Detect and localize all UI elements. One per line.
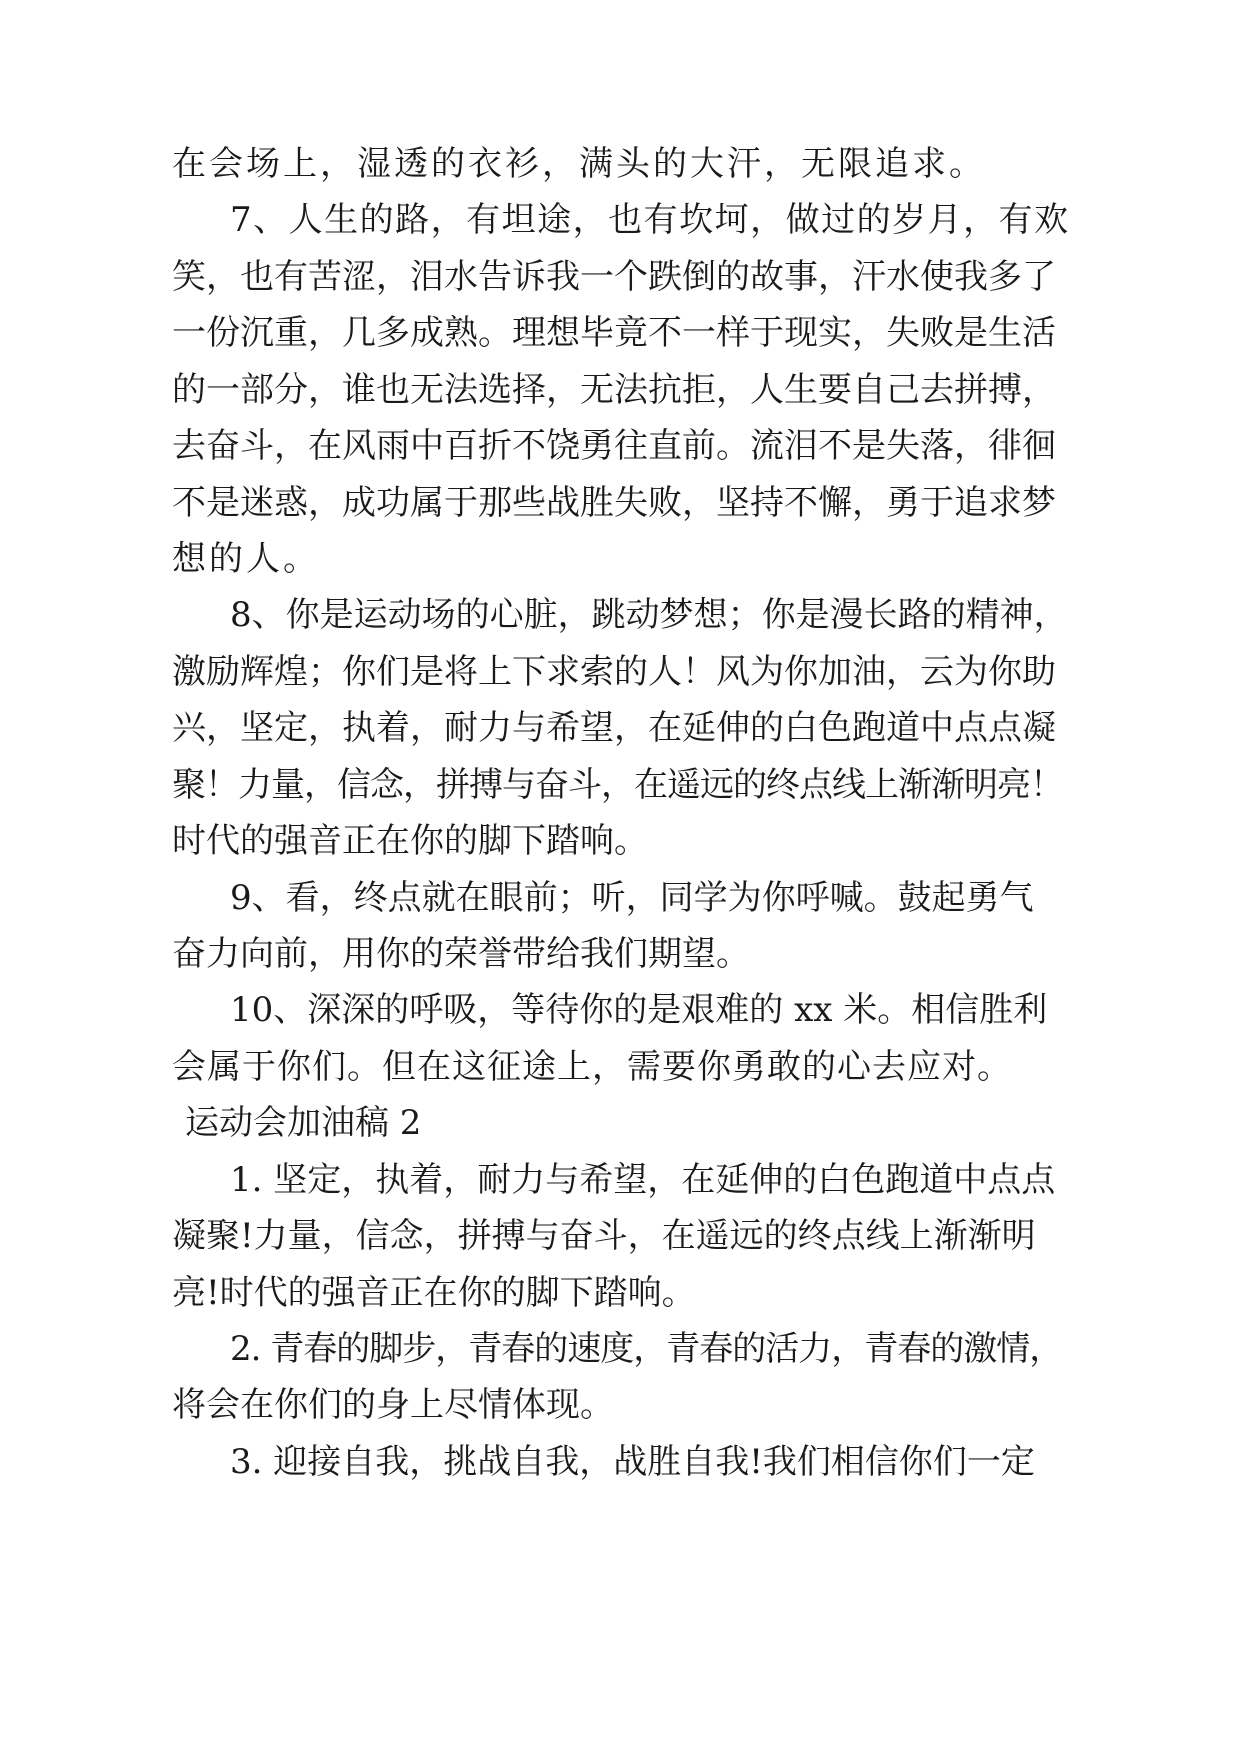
text-line: 兴，坚定，执着，耐力与希望，在延伸的白色跑道中点点凝 xyxy=(172,708,1056,748)
text-line: 笑，也有苦涩，泪水告诉我一个跌倒的故事，汗水使我多了 xyxy=(172,257,1056,297)
text-line: 时代的强音正在你的脚下踏响。 xyxy=(172,821,648,861)
text-line: 激励辉煌；你们是将上下求索的人！风为你加油，云为你助 xyxy=(172,652,1056,692)
text-line: 3. 迎接自我，挑战自我，战胜自我!我们相信你们一定 xyxy=(230,1442,1035,1482)
text-line: 在会场上，湿透的衣衫，满头的大汗，无限追求。 xyxy=(172,144,986,184)
text-line: 9、看，终点就在眼前；听，同学为你呼喊。鼓起勇气 xyxy=(230,878,1034,918)
text-line: 2. 青春的脚步，青春的速度，青春的活力，青春的激情， xyxy=(230,1329,1063,1369)
text-line: 8、你是运动场的心脏，跳动梦想；你是漫长路的精神， xyxy=(230,595,1068,635)
text-line: 10、深深的呼吸，等待你的是艰难的 xx 米。相信胜利 xyxy=(230,990,1048,1030)
text-line: 将会在你们的身上尽情体现。 xyxy=(172,1385,614,1425)
text-line: 会属于你们。但在这征途上，需要你勇敢的心去应对。 xyxy=(172,1047,1012,1087)
text-line: 一份沉重，几多成熟。理想毕竟不一样于现实，失败是生活 xyxy=(172,313,1056,353)
text-line: 去奋斗，在风雨中百折不饶勇往直前。流泪不是失落，徘徊 xyxy=(172,426,1056,466)
text-line: 的一部分，谁也无法选择，无法抗拒，人生要自己去拼搏， xyxy=(172,370,1056,410)
text-line: 不是迷惑，成功属于那些战胜失败，坚持不懈，勇于追求梦 xyxy=(172,483,1056,523)
text-line: 1. 坚定，执着，耐力与希望，在延伸的白色跑道中点点 xyxy=(230,1160,1056,1200)
text-line: 想的人。 xyxy=(172,539,320,579)
text-line: 凝聚!力量，信念，拼搏与奋斗，在遥远的终点线上渐渐明 xyxy=(172,1216,1036,1256)
text-line: 亮!时代的强音正在你的脚下踏响。 xyxy=(172,1273,696,1313)
text-line: 奋力向前，用你的荣誉带给我们期望。 xyxy=(172,934,750,974)
text-line: 聚！力量，信念，拼搏与奋斗，在遥远的终点线上渐渐明亮！ xyxy=(172,765,1063,805)
section-heading: 运动会加油稿 2 xyxy=(185,1103,422,1143)
text-line: 7、人生的路，有坦途，也有坎坷，做过的岁月，有欢 xyxy=(230,200,1070,240)
